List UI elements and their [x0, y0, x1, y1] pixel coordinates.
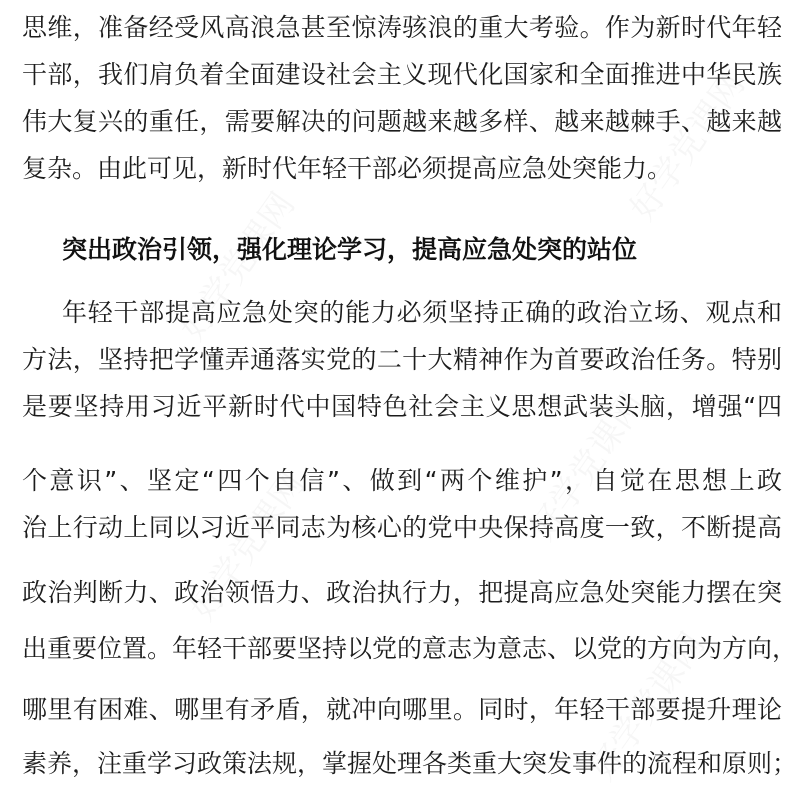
paragraph-line: 治上行动上同以习近平同志为核心的党中央保持高度一致，不断提高 — [22, 513, 782, 542]
paragraph-line: 哪里有困难、哪里有矛盾，就冲向哪里。同时，年轻干部要提升理论 — [22, 695, 782, 724]
watermark-text: 好学党课网 — [582, 625, 714, 788]
paragraph-line: 方法，坚持把学懂弄通落实党的二十大精神作为首要政治任务。特别 — [22, 345, 782, 374]
paragraph-line: 伟大复兴的重任，需要解决的问题越来越多样、越来越棘手、越来越 — [22, 107, 782, 136]
paragraph-line: 素养，注重学习政策法规，掌握处理各类重大突发事件的流程和原则； — [22, 749, 798, 778]
watermark-text: 好学党课网 — [522, 385, 654, 548]
paragraph-line: 政治判断力、政治领悟力、政治执行力，把提高应急处突能力摆在突 — [22, 578, 782, 607]
paragraph-line: 出重要位置。年轻干部要坚持以党的意志为意志、以党的方向为方向， — [22, 634, 798, 663]
paragraph-line: 年轻干部提高应急处突的能力必须坚持正确的政治立场、观点和 — [62, 298, 782, 327]
paragraph-line: 思维，准备经受风高浪急甚至惊涛骇浪的重大考验。作为新时代年轻 — [22, 13, 782, 42]
watermark-text: 好学党课网 — [172, 185, 304, 348]
paragraph-line: 干部，我们肩负着全面建设社会主义现代化国家和全面推进中华民族 — [22, 60, 782, 89]
paragraph-line: 复杂。由此可见，新时代年轻干部必须提高应急处突能力。 — [22, 154, 673, 183]
watermark-text: 好学党课网 — [622, 65, 754, 228]
paragraph-line: 个意识”、坚定“四个自信”、做到“两个维护”，自觉在思想上政 — [22, 466, 782, 495]
section-heading: 突出政治引领，强化理论学习，提高应急处突的站位 — [62, 235, 638, 264]
paragraph-line: 是要坚持用习近平新时代中国特色社会主义思想武装头脑，增强“四 — [22, 392, 782, 421]
watermark-text: 好学党课网 — [182, 465, 314, 628]
